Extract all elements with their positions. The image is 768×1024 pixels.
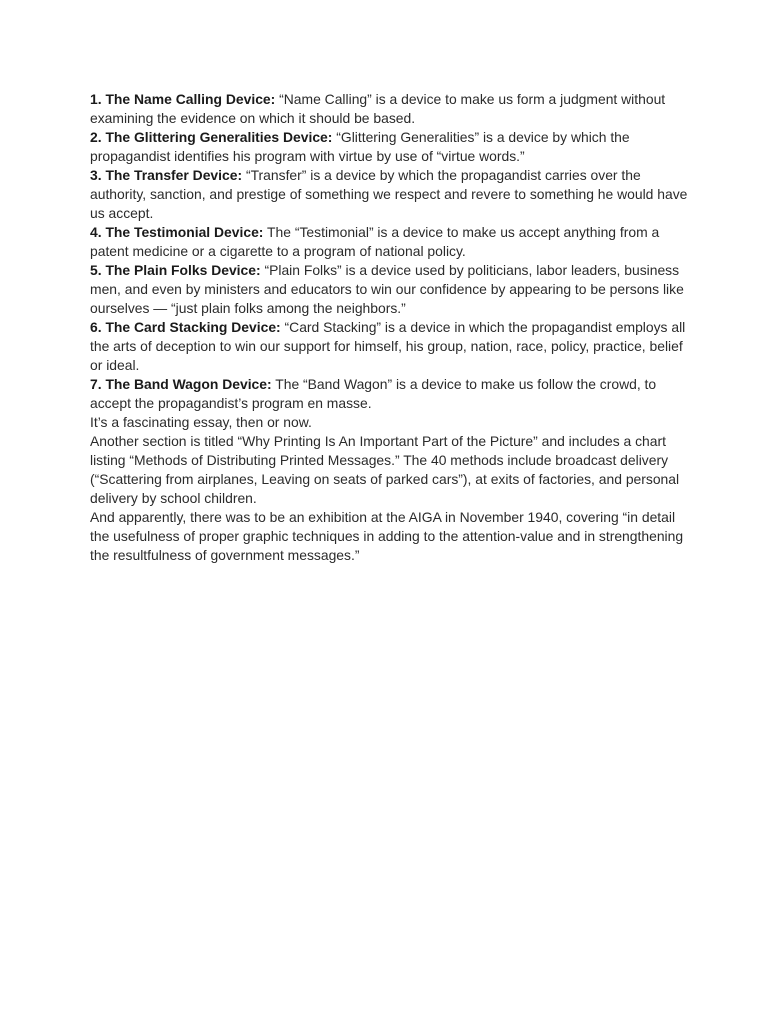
device-item-glittering-generalities	[90, 128, 690, 166]
device-term: 1. The Name Calling Device:	[90, 91, 276, 107]
body-paragraph: Another section is titled “Why Printing Is An Important Part of the Picture” and includes a chart listing “Methods of Distributing Printed Messages.” The 40 methods include broadcast delivery (“Scattering from airplanes, Leaving on seats of parked cars”), at exits of factories, and personal delivery by school children.	[90, 433, 680, 506]
device-description: “Plain Folks” is a device used by politicians, labor leaders, business men, and even by ministers and educators to win our confidence by appearing to be persons like ourselves — “just plain folks among the neighbors.”	[90, 262, 684, 316]
device-item-testimonial	[90, 223, 690, 261]
document-body	[90, 90, 690, 565]
device-description: “Card Stacking” is a device in which the propagandist employs all the arts of deception to win our support for himself, his group, nation, race, policy, practice, belief or ideal.	[90, 319, 686, 373]
device-term: 2. The Glittering Generalities Device:	[90, 129, 333, 145]
device-term: 5. The Plain Folks Device:	[90, 262, 261, 278]
device-term: 4. The Testimonial Device:	[90, 224, 264, 240]
device-description: “Glittering Generalities” is a device by which the propagandist identifies his program with virtue by use of “virtue words.”	[90, 129, 630, 164]
device-item-plain-folks	[90, 261, 690, 318]
body-paragraph: It’s a fascinating essay, then or now.	[90, 414, 312, 430]
device-item-band-wagon	[90, 375, 690, 413]
device-description: “Name Calling” is a device to make us form a judgment without examining the evidence on which it should be based.	[90, 91, 666, 126]
device-item-card-stacking	[90, 318, 690, 375]
device-term: 3. The Transfer Device:	[90, 167, 243, 183]
device-description: “Transfer” is a device by which the propagandist carries over the authority, sanction, and prestige of something we respect and revere to something he would have us accept.	[90, 167, 688, 221]
device-term: 6. The Card Stacking Device:	[90, 319, 281, 335]
device-item-name-calling	[90, 90, 690, 128]
device-item-transfer	[90, 166, 690, 223]
body-paragraph: And apparently, there was to be an exhibition at the AIGA in November 1940, covering “in detail the usefulness of proper graphic techniques in adding to the attention-value and in strengthening the resultfulness of government messages.”	[90, 509, 684, 563]
device-description: The “Testimonial” is a device to make us accept anything from a patent medicine or a cigarette to a program of national policy.	[90, 224, 660, 259]
device-description: The “Band Wagon” is a device to make us follow the crowd, to accept the propagandist’s program en masse.	[90, 376, 657, 411]
device-term: 7. The Band Wagon Device:	[90, 376, 272, 392]
